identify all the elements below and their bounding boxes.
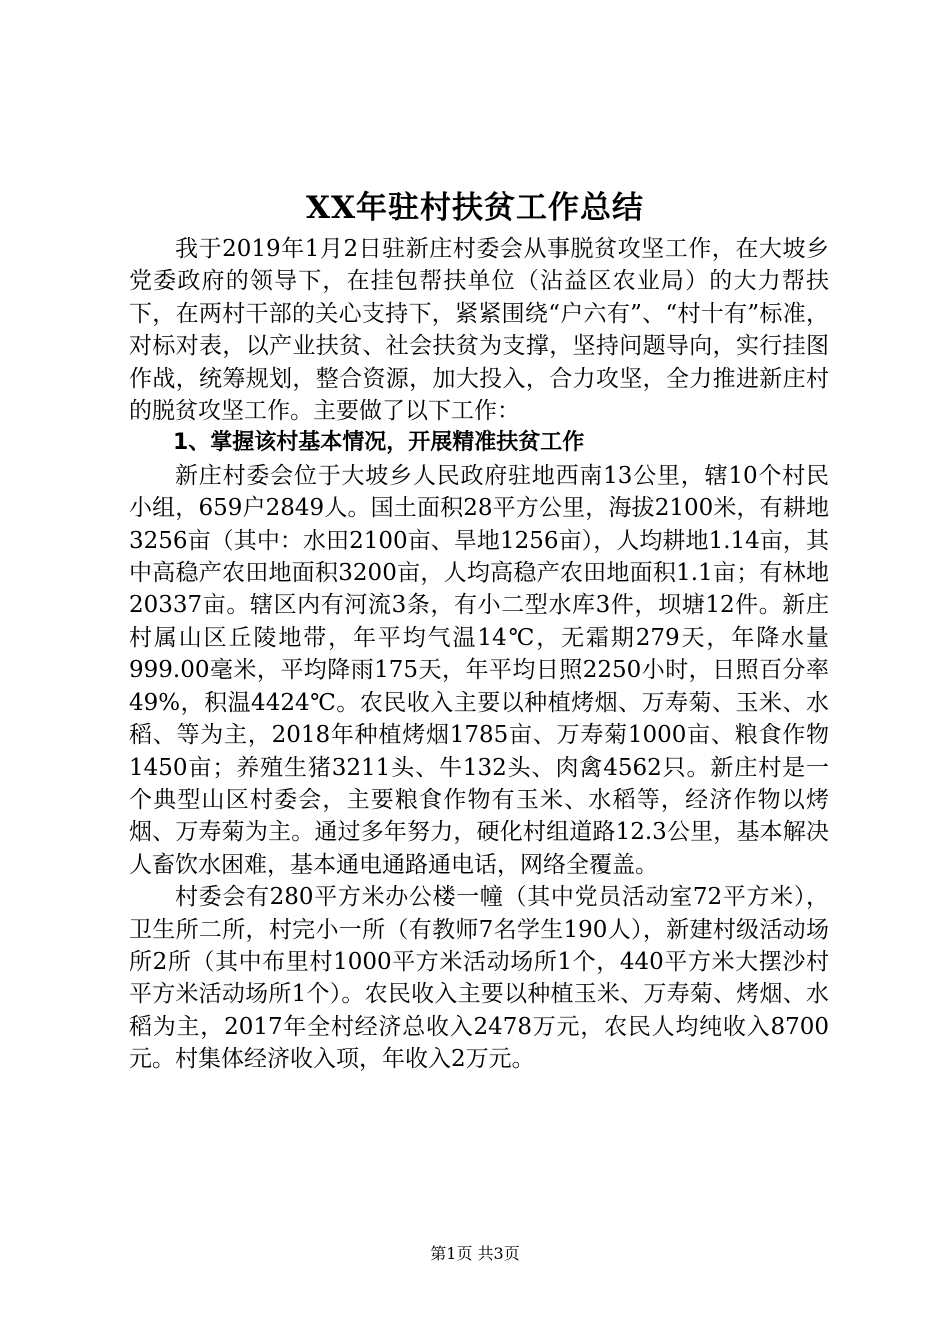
page-title: XX年驻村扶贫工作总结 — [305, 190, 645, 226]
paragraph-village-facilities: 村委会有280平方米办公楼一幢（其中党员活动室72平方米），卫生所二所，村完小一所（有教师7名学生190人），新建村级活动场所2所（其中布里村1000平方米活动场所1个，440平方米大摆沙村平方米活动场所1个）。农民收入主要以种植玉米、万寿菊、烤烟、水稻为主，2017年全村经济总收入2478万元，农民人均纯收入8700元。村集体经济收入项，年收入2万元。 — [129, 884, 829, 1073]
section-heading-1: 1、掌握该村基本情况，开展精准扶贫工作 — [173, 430, 585, 456]
paragraph-village-overview: 新庄村委会位于大坡乡人民政府驻地西南13公里，辖10个村民小组，659户2849人。国土面积28平方公里，海拔2100米，有耕地3256亩（其中：水田2100亩、旱地1256亩），人均耕地1.14亩，其中高稳产农田地面积3200亩，人均高稳产农田地面积1.1亩；有林地20337亩。辖区内有河流3条，有小二型水库3件，坝塘12件。新庄村属山区丘陵地带，年平均气温14℃，无霜期279天，年降水量999.00毫米，平均降雨175天，年平均日照2250小时，日照百分率49%，积温4424℃。农民收入主要以种植烤烟、万寿菊、玉米、水稻、等为主，2018年种植烤烟1785亩、万寿菊1000亩、粮食作物1450亩；养殖生猪3211头、牛132头、肉禽4562只。新庄村是一个典型山区村委会，主要粮食作物有玉米、水稻等，经济作物以烤烟、万寿菊为主。通过多年努力，硬化村组道路12.3公里，基本解决人畜饮水困难，基本通电通路通电话，网络全覆盖。 — [129, 462, 829, 878]
page-number: 第1页 共3页 — [430, 1244, 520, 1263]
document-body — [129, 233, 829, 1076]
paragraph-intro: 我于2019年1月2日驻新庄村委会从事脱贫攻坚工作，在大坡乡党委政府的领导下，在挂包帮扶单位（沾益区农业局）的大力帮扶下，在两村干部的关心支持下，紧紧围绕“户六有”、“村十有”标准，对标对表，以产业扶贫、社会扶贫为支撑，坚持问题导向，实行挂图作战，统筹规划，整合资源，加大投入，合力攻坚，全力推进新庄村的脱贫攻坚工作。主要做了以下工作： — [129, 236, 829, 425]
